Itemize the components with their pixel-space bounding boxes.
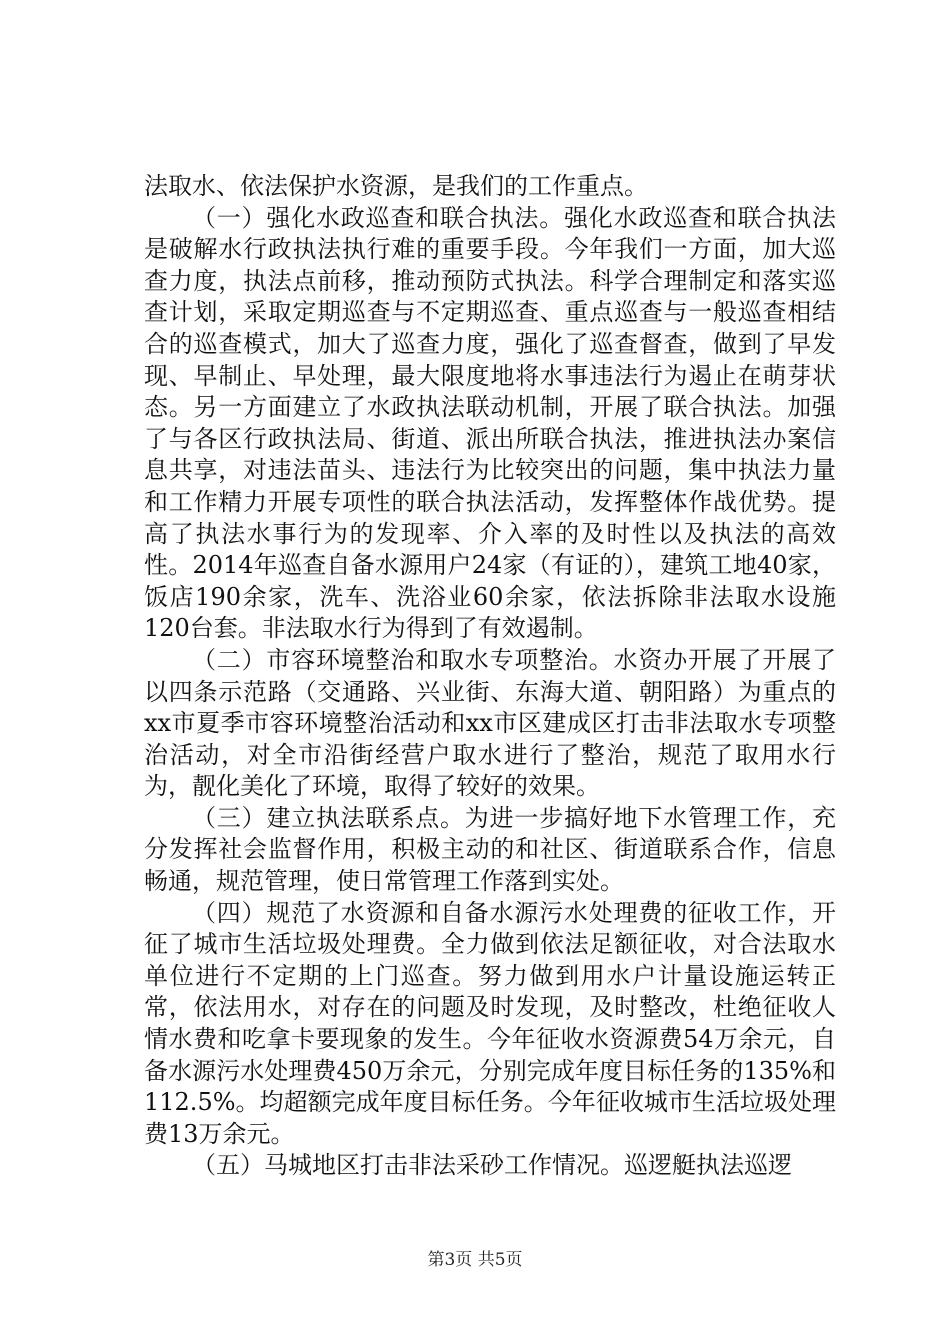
paragraph-continuation: 法取水、依法保护水资源，是我们的工作重点。 <box>144 172 648 200</box>
page-footer <box>0 1245 950 1270</box>
paragraph-section-2: （二）市容环境整治和取水专项整治。水资办开展了开展了以四条示范路（交通路、兴业街、东海大道、朝阳路）为重点的xx市夏季市容环境整治活动和xx市区建成区打击非法取水专项整治活动，对全市沿街经营户取水进行了整治，规范了取用水行为，靓化美化了环境，取得了较好的效果。 <box>144 645 836 801</box>
paragraph-section-5: （五）马城地区打击非法采砂工作情况。巡逻艇执法巡逻 <box>192 1151 792 1180</box>
paragraph-section-1: （一）强化水政巡查和联合执法。强化水政巡查和联合执法是破解水行政执法执行难的重要手段。今年我们一方面，加大巡查力度，执法点前移，推动预防式执法。科学合理制定和落实巡查计划，采取定期巡查与不定期巡查、重点巡查与一般巡查相结合的巡查模式，加大了巡查力度，强化了巡查督查，做到了早发现、早制止、早处理，最大限度地将水事违法行为遏止在萌芽状态。另一方面建立了水政执法联动机制，开展了联合执法。加强了与各区行政执法局、街道、派出所联合执法，推进执法办案信息共享，对违法苗头、违法行为比较突出的问题，集中执法力量和工作精力开展专项性的联合执法活动，发挥整体作战优势。提高了执法水事行为的发现率、介入率的及时性以及执法的高效性。2014年巡查自备水源用户24家（有证的），建筑工地40家，饭店190余家，洗车、洗浴业60余家，依法拆除非法取水设施120台套。非法取水行为得到了有效遏制。 <box>144 203 836 643</box>
paragraph-section-4: （四）规范了水资源和自备水源污水处理费的征收工作，开征了城市生活垃圾处理费。全力做到依法足额征收，对合法取水单位进行不定期的上门巡查。努力做到用水户计量设施运转正常，依法用水，对存在的问题及时发现，及时整改，杜绝征收人情水费和吃拿卡要现象的发生。今年征收水资源费54万余元，自备水源污水处理费450万余元，分别完成年度目标任务的135%和112.5%。均超额完成年度目标任务。今年征收城市生活垃圾处理费13万余元。 <box>144 898 836 1148</box>
page-number: 第3页 共5页 <box>427 1250 523 1270</box>
paragraph-section-3: （三）建立执法联系点。为进一步搞好地下水管理工作，充分发挥社会监督作用，积极主动的和社区、街道联系合作，信息畅通，规范管理，使日常管理工作落到实处。 <box>144 803 836 896</box>
document-body <box>144 171 836 1182</box>
